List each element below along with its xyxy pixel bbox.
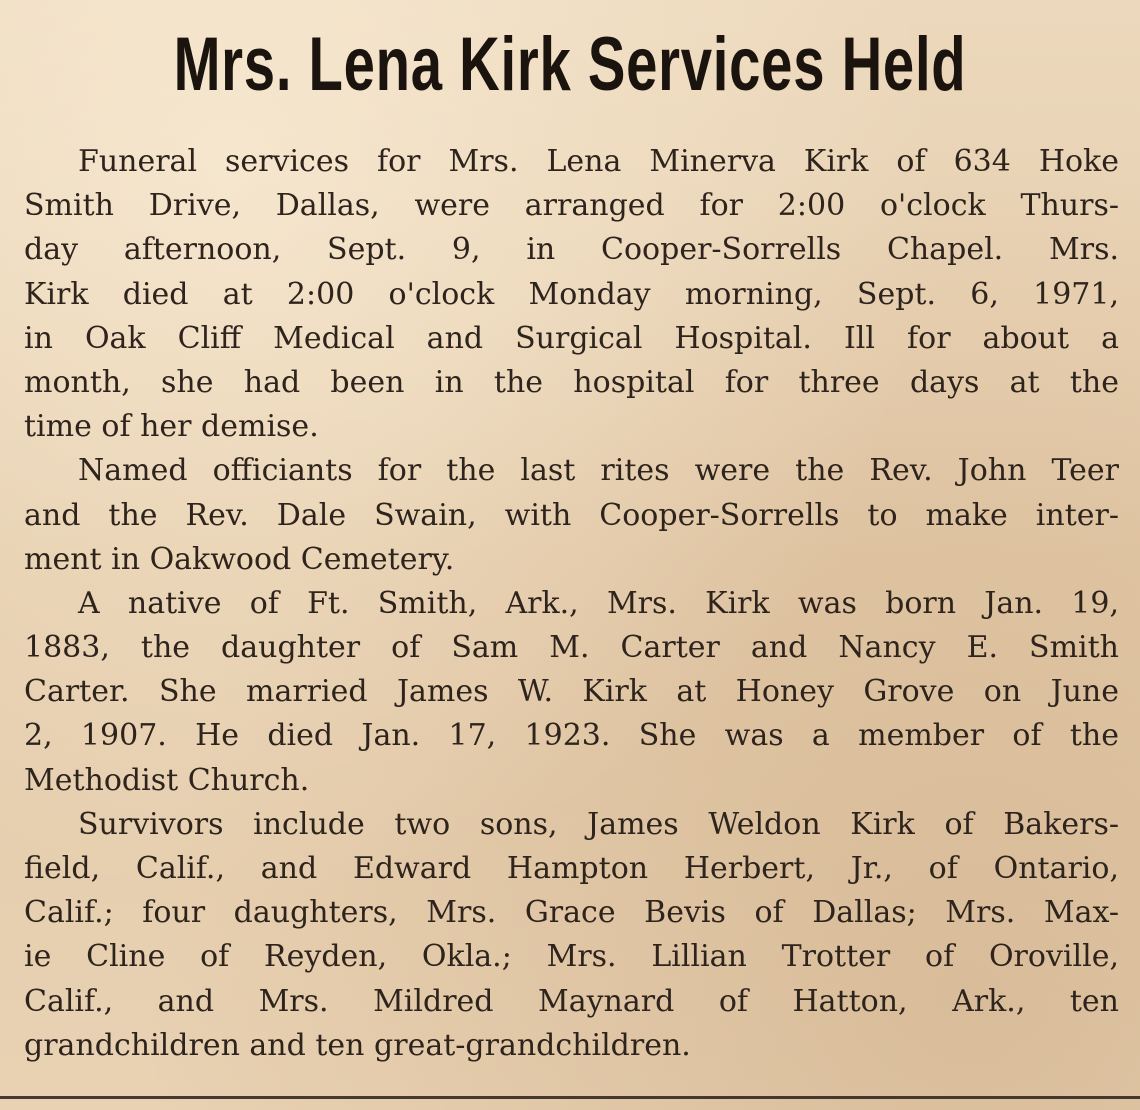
paragraph-2	[24, 449, 1119, 582]
text-line: Methodist Church.	[24, 762, 310, 798]
text-line: A native of Ft. Smith, Ark., Mrs. Kirk was born Jan. 19,	[78, 585, 1119, 621]
text-line: 2, 1907. He died Jan. 17, 1923. She was a member of the	[24, 718, 1119, 754]
paragraph-1	[24, 140, 1119, 449]
text-line: and the Rev. Dale Swain, with Cooper-Sorrells to make inter-	[24, 497, 1119, 533]
text-line: ment in Oakwood Cemetery.	[24, 541, 455, 577]
text-line: Smith Drive, Dallas, were arranged for 2:00 o'clock Thurs-	[24, 188, 1119, 224]
text-line: Carter. She married James W. Kirk at Honey Grove on June	[24, 674, 1119, 710]
text-line: Survivors include two sons, James Weldon Kirk of Bakers-	[78, 806, 1119, 842]
text-line: Kirk died at 2:00 o'clock Monday morning, Sept. 6, 1971,	[24, 276, 1119, 312]
text-line: Calif., and Mrs. Mildred Maynard of Hatton, Ark., ten	[24, 983, 1119, 1019]
article-body	[24, 140, 1119, 1068]
text-line: Calif.; four daughters, Mrs. Grace Bevis of Dallas; Mrs. Max-	[24, 895, 1119, 931]
headline: Mrs. Lena Kirk Services Held	[173, 22, 967, 107]
text-line: grandchildren and ten great-grandchildren.	[24, 1027, 691, 1063]
paragraph-4	[24, 803, 1119, 1068]
text-line: ie Cline of Reyden, Okla.; Mrs. Lillian Trotter of Oroville,	[24, 939, 1119, 975]
paragraph-3	[24, 582, 1119, 803]
text-line: Funeral services for Mrs. Lena Minerva Kirk of 634 Hoke	[78, 144, 1119, 179]
text-line: month, she had been in the hospital for three days at the	[24, 364, 1119, 400]
bottom-rule	[0, 1096, 1140, 1099]
text-line: day afternoon, Sept. 9, in Cooper-Sorrells Chapel. Mrs.	[24, 232, 1119, 268]
text-line: in Oak Cliff Medical and Surgical Hospital. Ill for about a	[24, 320, 1119, 356]
text-line: 1883, the daughter of Sam M. Carter and Nancy E. Smith	[24, 630, 1119, 666]
text-line: field, Calif., and Edward Hampton Herbert, Jr., of Ontario,	[24, 851, 1119, 886]
text-line: time of her demise.	[24, 409, 319, 445]
text-line: Named officiants for the last rites were the Rev. John Teer	[78, 453, 1119, 489]
